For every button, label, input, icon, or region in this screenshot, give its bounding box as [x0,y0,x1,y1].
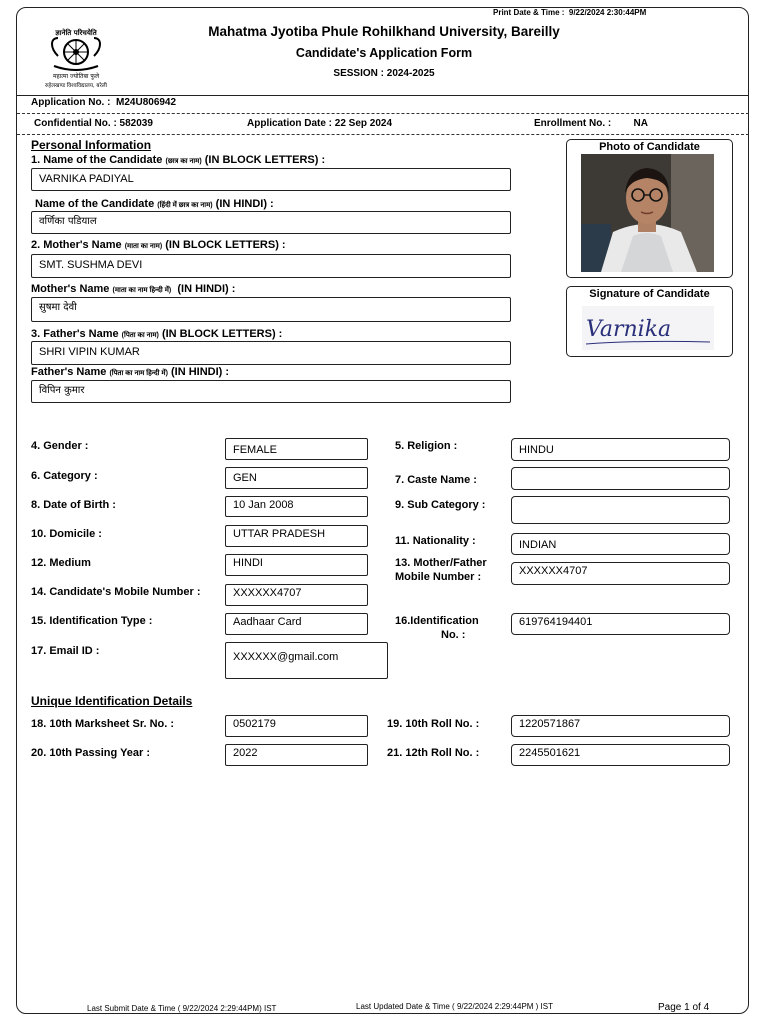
photo-panel [566,139,733,278]
candidate-name-hindi-field[interactable]: वर्णिका पडियाल [31,211,511,234]
signature-caption: Signature of Candidate [589,288,710,300]
candidate-photo [581,154,714,272]
roll-10th-label: 19. 10th Roll No. : [387,718,480,730]
confidential-number: Confidential No. : 582039 [34,118,153,129]
candidate-name-field[interactable]: VARNIKA PADIYAL [31,168,511,191]
section-personal-information: Personal Information [31,138,152,152]
dob-field[interactable]: 10 Jan 2008 [225,496,368,517]
svg-text:ज्ञानेति परिचयेति: ज्ञानेति परिचयेति [55,29,97,37]
page-number: Page 1 of 4 [658,1002,710,1013]
dob-label: 8. Date of Birth : [31,499,116,511]
gender-label: 4. Gender : [31,440,89,452]
marksheet-sr-label: 18. 10th Marksheet Sr. No. : [31,718,175,730]
nationality-field[interactable]: INDIAN [511,533,730,555]
svg-text:रुहेलखण्ड विश्वविद्यालय, बरेली: रुहेलखण्ड विश्वविद्यालय, बरेली [45,83,107,89]
mother-name-label: 2. Mother's Name (माता का नाम) (IN BLOCK LETTERS) : [31,239,286,251]
section-unique-identification: Unique Identification Details [31,694,193,708]
medium-field[interactable]: HINDI [225,554,368,576]
father-name-label: 3. Father's Name (पिता का नाम) (IN BLOCK LETTERS) : [31,328,283,340]
sub-category-field[interactable] [511,496,730,524]
mother-name-field[interactable]: SMT. SUSHMA DEVI [31,254,511,278]
mobile-label: 14. Candidate's Mobile Number : [31,586,201,598]
father-name-field[interactable]: SHRI VIPIN KUMAR [31,341,511,365]
enrollment-number: Enrollment No. : NA [534,118,648,129]
id-type-label: 15. Identification Type : [31,615,153,627]
sub-category-label: 9. Sub Category : [395,499,486,511]
candidate-signature [582,306,714,350]
mother-name-hindi-label: Mother's Name (माता का नाम हिन्दी में) (IN HINDI) : [31,283,236,295]
divider [17,134,749,135]
mobile-field[interactable]: XXXXXX4707 [225,584,368,606]
id-type-field[interactable]: Aadhaar Card [225,613,368,635]
email-label: 17. Email ID : [31,645,100,657]
domicile-label: 10. Domicile : [31,528,102,540]
passing-year-field[interactable]: 2022 [225,744,368,766]
last-updated-datetime: Last Updated Date & Time ( 9/22/2024 2:29:44PM ) IST [356,1002,553,1011]
marksheet-sr-field[interactable]: 0502179 [225,715,368,737]
print-datetime: Print Date & Time : 9/22/2024 2:30:44PM [493,8,647,17]
religion-label: 5. Religion : [395,440,458,452]
last-submit-datetime: Last Submit Date & Time ( 9/22/2024 2:29:44PM) IST [87,1004,277,1013]
photo-caption: Photo of Candidate [599,141,700,153]
signature-panel [566,286,733,357]
application-number: Application No. : M24U806942 [31,97,177,108]
parent-mobile-label: 13. Mother/Father Mobile Number : [395,557,487,583]
mother-name-hindi-field[interactable]: सुषमा देवी [31,297,511,322]
nationality-label: 11. Nationality : [395,535,476,547]
application-date: Application Date : 22 Sep 2024 [247,118,393,129]
category-label: 6. Category : [31,470,98,482]
candidate-name-label: 1. Name of the Candidate (छात्र का नाम) (IN BLOCK LETTERS) : [31,154,326,166]
roll-12th-label: 21. 12th Roll No. : [387,747,480,759]
divider [17,95,749,96]
domicile-field[interactable]: UTTAR PRADESH [225,525,368,547]
father-name-hindi-label: Father's Name (पिता का नाम हिन्दी में) (IN HINDI) : [31,366,230,378]
religion-field[interactable]: HINDU [511,438,730,461]
father-name-hindi-field[interactable]: विपिन कुमार [31,380,511,403]
university-name: Mahatma Jyotiba Phule Rohilkhand University, Bareilly [208,24,560,39]
parent-mobile-field[interactable]: XXXXXX4707 [511,562,730,585]
medium-label: 12. Medium [31,557,91,569]
form-title: Candidate's Application Form [295,46,473,60]
email-field[interactable]: XXXXXX@gmail.com [225,642,388,679]
roll-10th-field[interactable]: 1220571867 [511,715,730,737]
id-number-field[interactable]: 619764194401 [511,613,730,635]
divider [17,113,749,114]
caste-label: 7. Caste Name : [395,474,477,486]
session: SESSION : 2024-2025 [333,68,435,79]
passing-year-label: 20. 10th Passing Year : [31,747,151,759]
gender-field[interactable]: FEMALE [225,438,368,460]
svg-text:Varnika: Varnika [586,317,672,342]
id-number-label: 16.Identification No. : [395,615,479,641]
caste-field[interactable] [511,467,730,490]
category-field[interactable]: GEN [225,467,368,489]
candidate-name-hindi-label: Name of the Candidate (हिंदी में छात्र का नाम) (IN HINDI) : [35,198,274,210]
roll-12th-field[interactable]: 2245501621 [511,744,730,766]
svg-text:महात्मा ज्योतिबा फुले: महात्मा ज्योतिबा फुले [52,73,100,80]
